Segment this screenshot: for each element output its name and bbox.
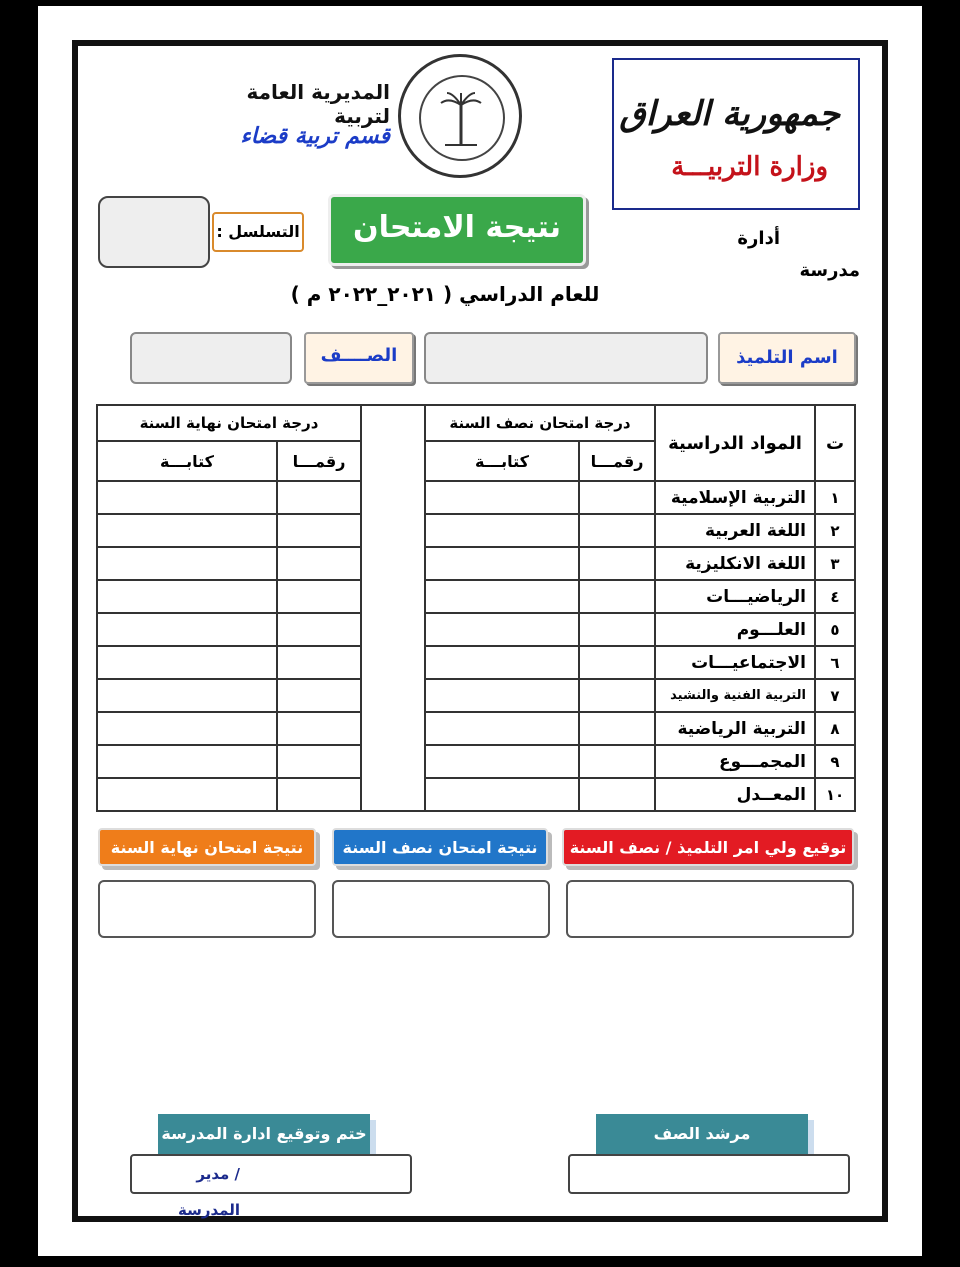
republic-header-box <box>612 58 860 210</box>
table-row <box>97 745 361 778</box>
table-row <box>97 646 361 679</box>
principal-label: / مدير المدرسة <box>178 1165 240 1219</box>
table-row <box>97 547 361 580</box>
school-admin-label: ختم وتوقيع ادارة المدرسة <box>158 1114 370 1154</box>
mid-writing-header: كتابـــة <box>425 441 579 481</box>
serial-number-field[interactable] <box>98 196 210 268</box>
class-teacher-label: مرشد الصف <box>596 1114 808 1154</box>
mid-year-header: درجة امتحان نصف السنة <box>425 405 655 441</box>
republic-title: جمهورية العراق <box>619 94 840 134</box>
grades-table-mid <box>424 404 856 812</box>
final-year-header: درجة امتحان نهاية السنة <box>97 405 361 441</box>
row-number: ٥ <box>815 613 855 646</box>
final-digits-cell[interactable] <box>277 679 361 712</box>
guardian-signature-field[interactable] <box>566 880 854 938</box>
final-digits-cell[interactable] <box>277 580 361 613</box>
mid-digits-cell[interactable] <box>579 712 655 745</box>
row-number: ٤ <box>815 580 855 613</box>
mid-writing-cell[interactable] <box>425 745 579 778</box>
mid-digits-header: رقمـــا <box>579 441 655 481</box>
mid-digits-cell[interactable] <box>579 646 655 679</box>
final-digits-cell[interactable] <box>277 514 361 547</box>
subject-name: التربية الإسلامية <box>655 481 815 514</box>
table-row <box>425 547 855 580</box>
subject-name: التربية الفنية والنشيد <box>655 679 815 712</box>
table-row <box>425 679 855 712</box>
final-result-label: نتيجة امتحان نهاية السنة <box>98 828 316 866</box>
mid-digits-cell[interactable] <box>579 547 655 580</box>
table-row <box>97 778 361 811</box>
subject-name: التربية الرياضية <box>655 712 815 745</box>
table-row <box>425 514 855 547</box>
table-row <box>97 613 361 646</box>
final-digits-cell[interactable] <box>277 712 361 745</box>
administration-label: أدارة <box>737 228 780 249</box>
final-digits-cell[interactable] <box>277 646 361 679</box>
class-field[interactable] <box>130 332 292 384</box>
mid-writing-cell[interactable] <box>425 679 579 712</box>
student-name-field[interactable] <box>424 332 708 384</box>
final-writing-cell[interactable] <box>97 778 277 811</box>
subject-name: العلـــوم <box>655 613 815 646</box>
final-writing-cell[interactable] <box>97 481 277 514</box>
mid-writing-cell[interactable] <box>425 712 579 745</box>
final-digits-cell[interactable] <box>277 547 361 580</box>
table-spacer-column <box>360 404 424 812</box>
final-digits-cell[interactable] <box>277 778 361 811</box>
mid-digits-cell[interactable] <box>579 580 655 613</box>
table-row <box>97 679 361 712</box>
final-digits-cell[interactable] <box>277 481 361 514</box>
mid-result-label: نتيجة امتحان نصف السنة <box>332 828 548 866</box>
table-row <box>425 778 855 811</box>
palm-tree-icon <box>401 57 521 177</box>
mid-writing-cell[interactable] <box>425 547 579 580</box>
subject-name: الاجتماعيـــات <box>655 646 815 679</box>
subject-name: اللغة العربية <box>655 514 815 547</box>
department-text: قسم تربية قضاء <box>240 124 390 149</box>
mid-result-field[interactable] <box>332 880 550 938</box>
table-row <box>97 514 361 547</box>
final-writing-cell[interactable] <box>97 580 277 613</box>
row-number: ٣ <box>815 547 855 580</box>
row-number: ٨ <box>815 712 855 745</box>
col-subject-header: المواد الدراسية <box>655 405 815 481</box>
final-writing-header: كتابـــة <box>97 441 277 481</box>
row-number: ٢ <box>815 514 855 547</box>
student-name-label: اسم التلميذ <box>718 332 856 384</box>
mid-digits-cell[interactable] <box>579 745 655 778</box>
academic-year: للعام الدراسي ( ٢٠٢١_٢٠٢٢ م ) <box>290 282 600 306</box>
ministry-seal-icon <box>398 54 522 178</box>
final-digits-cell[interactable] <box>277 745 361 778</box>
principal-signature-field[interactable] <box>130 1154 412 1219</box>
mid-writing-cell[interactable] <box>425 514 579 547</box>
mid-digits-cell[interactable] <box>579 514 655 547</box>
serial-label: التسلسل : <box>212 212 304 252</box>
subject-name: المعــدل <box>655 778 815 811</box>
mid-digits-cell[interactable] <box>579 778 655 811</box>
table-row <box>97 481 361 514</box>
guardian-signature-label: توقيع ولي امر التلميذ / نصف السنة <box>562 828 854 866</box>
grades-table-final <box>96 404 362 812</box>
school-label: مدرسة <box>799 260 860 281</box>
table-row <box>425 712 855 745</box>
row-number: ٩ <box>815 745 855 778</box>
subject-name: اللغة الانكليزية <box>655 547 815 580</box>
table-row <box>425 580 855 613</box>
mid-digits-cell[interactable] <box>579 679 655 712</box>
mid-writing-cell[interactable] <box>425 613 579 646</box>
final-writing-cell[interactable] <box>97 613 277 646</box>
table-row <box>97 580 361 613</box>
class-label: الصــــف <box>304 332 414 384</box>
final-writing-cell[interactable] <box>97 679 277 712</box>
final-writing-cell[interactable] <box>97 547 277 580</box>
subject-name: الرياضيـــات <box>655 580 815 613</box>
mid-digits-cell[interactable] <box>579 613 655 646</box>
table-row <box>425 613 855 646</box>
col-number-header: ت <box>815 405 855 481</box>
table-row <box>425 646 855 679</box>
table-row <box>425 745 855 778</box>
mid-writing-cell[interactable] <box>425 778 579 811</box>
final-writing-cell[interactable] <box>97 646 277 679</box>
mid-writing-cell[interactable] <box>425 580 579 613</box>
row-number: ٧ <box>815 679 855 712</box>
class-teacher-signature-field[interactable] <box>568 1154 850 1194</box>
final-digits-cell[interactable] <box>277 613 361 646</box>
ministry-title: وزارة التربيـــة <box>671 152 828 182</box>
row-number: ١٠ <box>815 778 855 811</box>
exam-result-title: نتيجة الامتحان <box>328 194 586 266</box>
final-result-field[interactable] <box>98 880 316 938</box>
subject-name: المجمـــوع <box>655 745 815 778</box>
final-writing-cell[interactable] <box>97 514 277 547</box>
mid-digits-cell[interactable] <box>579 481 655 514</box>
row-number: ١ <box>815 481 855 514</box>
mid-writing-cell[interactable] <box>425 481 579 514</box>
final-writing-cell[interactable] <box>97 712 277 745</box>
final-digits-header: رقمـــا <box>277 441 361 481</box>
row-number: ٦ <box>815 646 855 679</box>
mid-writing-cell[interactable] <box>425 646 579 679</box>
directorate-text: المديرية العامة لتربية <box>246 80 390 128</box>
table-row <box>425 481 855 514</box>
table-row <box>97 712 361 745</box>
final-writing-cell[interactable] <box>97 745 277 778</box>
